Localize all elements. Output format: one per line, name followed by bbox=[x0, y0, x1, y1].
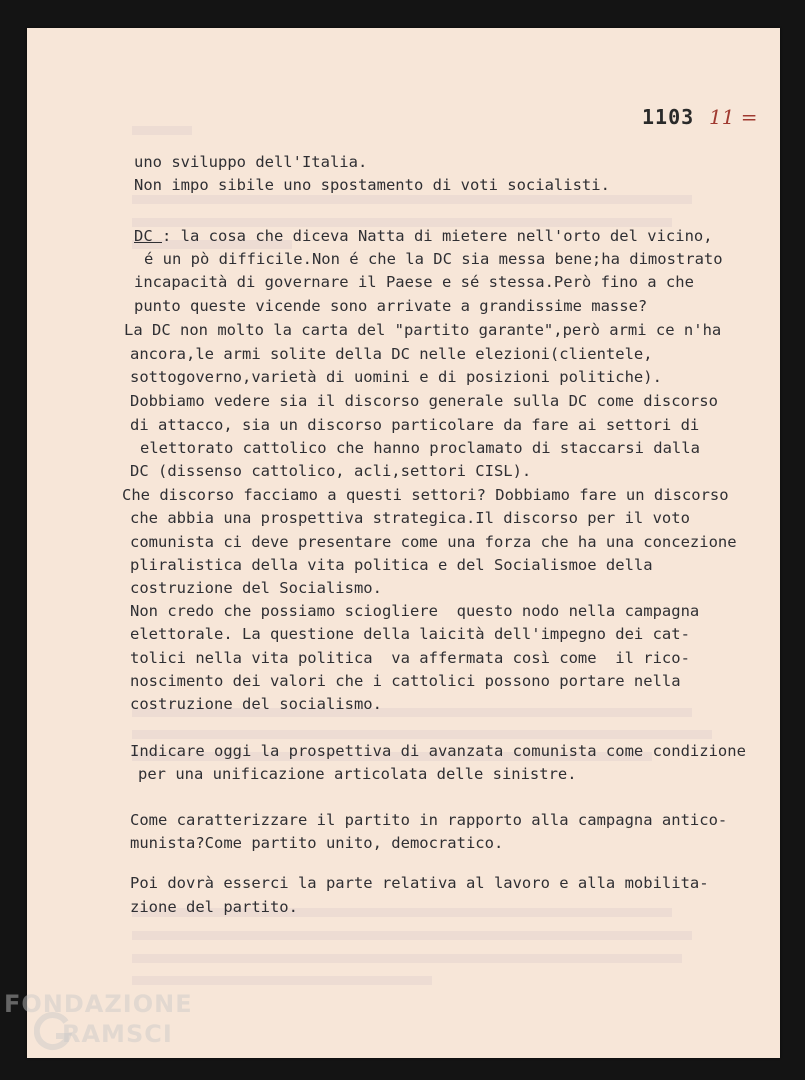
text-line: incapacità di governare il Paese e sé stessa.Però fino a che bbox=[134, 273, 694, 291]
text-line: DC (dissenso cattolico, acli,settori CISL). bbox=[130, 462, 532, 480]
text-line: zione del partito. bbox=[130, 898, 298, 916]
text-line: é un pò difficile.Non é che la DC sia messa bene;ha dimostrato bbox=[144, 250, 723, 268]
text-line: elettorato cattolico che hanno proclamato di staccarsi dalla bbox=[140, 439, 700, 457]
text-line: costruzione del Socialismo. bbox=[130, 579, 382, 597]
text-line: ancora,le armi solite della DC nelle elezioni(clientele, bbox=[130, 345, 653, 363]
handwritten-annotation: 11 = bbox=[709, 105, 758, 129]
text-line: per una unificazione articolata delle sinistre. bbox=[138, 765, 577, 783]
text-line: Che discorso facciamo a questi settori? Dobbiamo fare un discorso bbox=[122, 486, 729, 504]
text-line: che abbia una prospettiva strategica.Il discorso per il voto bbox=[130, 509, 690, 527]
watermark-line1: FONDAZIONE bbox=[4, 990, 193, 1018]
text-line: elettorale. La questione della laicità dell'impegno dei cat- bbox=[130, 625, 690, 643]
text-line: tolici nella vita politica va affermata così come il rico- bbox=[130, 649, 690, 667]
text-line: Come caratterizzare il partito in rapporto alla campagna antico- bbox=[130, 811, 728, 829]
text-line: Non credo che possiamo sciogliere questo nodo nella campagna bbox=[130, 602, 700, 620]
watermark-line2: RAMSCI bbox=[62, 1020, 173, 1048]
text-line: Poi dovrà esserci la parte relativa al lavoro e alla mobilita- bbox=[130, 874, 709, 892]
dc-heading: DC bbox=[134, 227, 162, 245]
page-number: 1103 bbox=[642, 105, 695, 129]
text-line: Dobbiamo vedere sia il discorso generale sulla DC come discorso bbox=[130, 392, 718, 410]
text-line: uno sviluppo dell'Italia. bbox=[134, 153, 368, 171]
text-fragment: : la cosa che diceva Natta di mietere nell'orto del vicino, bbox=[162, 227, 713, 245]
text-line: costruzione del socialismo. bbox=[130, 695, 382, 713]
text-line: munista?Come partito unito, democratico. bbox=[130, 834, 504, 852]
text-line: Non impo sibile uno spostamento di voti socialisti. bbox=[134, 176, 610, 194]
text-line: di attacco, sia un discorso particolare da fare ai settori di bbox=[130, 416, 700, 434]
text-line: comunista ci deve presentare come una forza che ha una concezione bbox=[130, 533, 737, 551]
text-line: pliralistica della vita politica e del Socialismoe della bbox=[130, 556, 653, 574]
text-line: Indicare oggi la prospettiva di avanzata comunista come condizione bbox=[130, 742, 746, 760]
text-line: sottogoverno,varietà di uomini e di posizioni politiche). bbox=[130, 368, 662, 386]
text-line: punto queste vicende sono arrivate a grandissime masse? bbox=[134, 297, 648, 315]
text-line bbox=[134, 226, 713, 246]
text-line: noscimento dei valori che i cattolici possono portare nella bbox=[130, 672, 681, 690]
fondazione-gramsci-watermark bbox=[4, 990, 204, 1060]
text-line: La DC non molto la carta del "partito garante",però armi ce n'ha bbox=[124, 321, 722, 339]
